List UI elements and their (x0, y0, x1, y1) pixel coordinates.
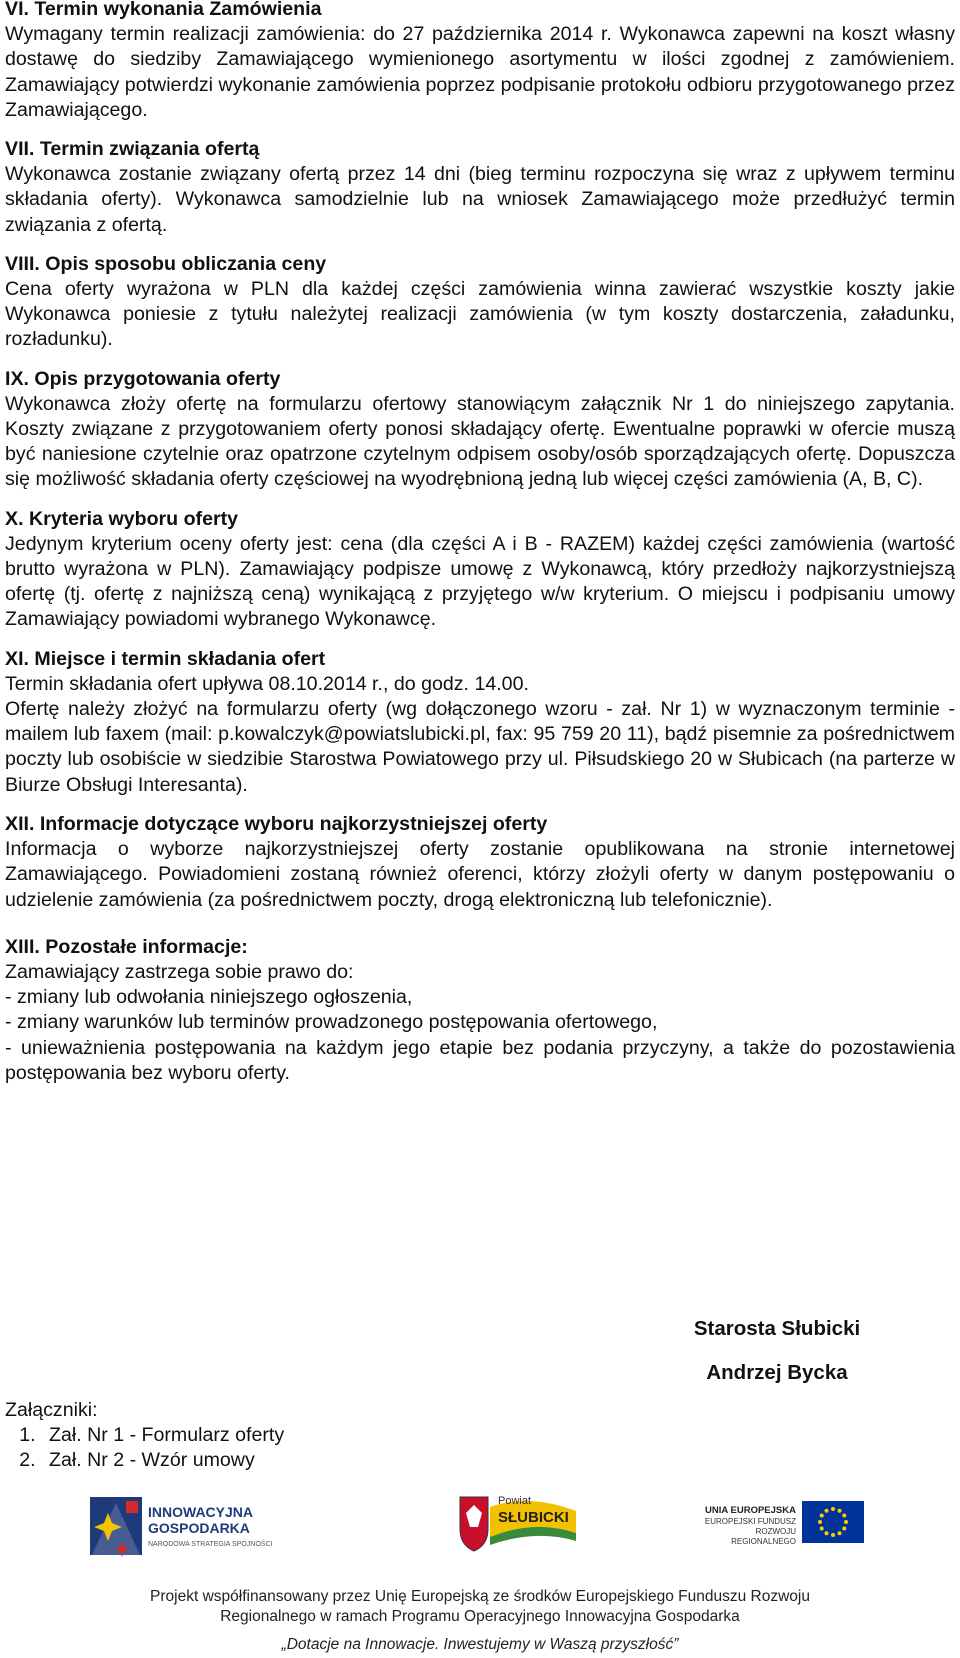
section-heading: VII. Termin związania ofertą (5, 138, 260, 161)
list-item: - zmiany lub odwołania niniejszego ogłoszenia, (5, 986, 413, 1009)
eu-line3: ROZWOJU REGIONALNEGO (731, 1527, 796, 1546)
eu-star-icon (842, 1527, 846, 1531)
intro-line: Zamawiający zastrzega sobie prawo do: (5, 960, 354, 983)
section-xii (5, 812, 955, 913)
section-paragraph: Wymagany termin realizacji zamówienia: do 27 października 2014 r. Wykonawca zapewni na koszt własny dostawę do siedziby Zamawiającego wymienionego asortymentu w ilości zgodnej z zamówieniem. Zamawiający potwierdzi wykonanie zamówienia poprzez podpisanie protokołu odbioru przygotowanego przez Zamawiającego. (5, 23, 955, 121)
eu-star-icon (831, 1507, 835, 1511)
section-heading: XIII. Pozostałe informacje: (5, 935, 248, 958)
signature-name: Andrzej Bycka (706, 1361, 848, 1384)
attachments-label: Załączniki: (5, 1399, 98, 1421)
eu-star-icon (818, 1520, 822, 1524)
section-heading: XI. Miejsce i termin składania ofert (5, 647, 326, 670)
eu-star-icon (831, 1533, 835, 1537)
ig-sub: NARODOWA STRATEGIA SPÓJNOŚCI (148, 1541, 273, 1548)
section-x (5, 507, 955, 633)
section-paragraph: Wykonawca zostanie związany ofertą przez 14 dni (bieg terminu rozpoczyna się wraz z upływem terminu składania oferty). Wykonawca samodzielnie lub na wniosek Zamawiającego może przedłużyć termin związania z ofertą. (5, 163, 955, 236)
footer-line1: Projekt współfinansowany przez Unię Europejską ze środków Europejskiego Funduszu Rozwoju (150, 1588, 810, 1605)
attachment-item: 2. Zał. Nr 2 - Wzór umowy (41, 1448, 284, 1473)
section-heading: VIII. Opis sposobu obliczania ceny (5, 252, 327, 275)
section-paragraph: Jedynym kryterium oceny oferty jest: cena (dla części A i B - RAZEM) każdej części zamówienia (wartość brutto wyrażona w PLN). Zamawiający podpisze umowę z Wykonawcą, który przedłoży najkorzystniejszą ofertę (tj. ofertę z najniższą ceną) wynikającą z przyjętego w/w kryterium. O miejscu i podpisaniu umowy Zamawiający powiadomi wybranego Wykonawcę. (5, 532, 955, 631)
list-item: - zmiany warunków lub terminów prowadzonego postępowania ofertowego, (5, 1011, 658, 1034)
attachments (5, 1398, 284, 1474)
logo-strip (0, 1493, 960, 1565)
section-vii (5, 137, 955, 238)
eu-star-icon (838, 1531, 842, 1535)
section-paragraph: Wykonawca złoży ofertę na formularzu ofertowy stanowiącym załącznik Nr 1 do niniejszego zapytania. Koszty związane z przygotowaniem oferty ponosi składający ofertę. Ewentualne poprawki w ofercie muszą być naniesione czytelnie oraz opatrzone czytelnym odpisem osoby/osób sporządzających ofertę. Dopuszcza się możliwość składania oferty częściowej na wyodrębnioną jedną lub więcej części zamówienia (A, B, C). (5, 392, 955, 491)
eu-star-icon (838, 1509, 842, 1513)
ig-line1: INNOWACYJNA (148, 1504, 254, 1520)
section-paragraph: Cena oferty wyrażona w PLN dla każdej części zamówienia winna zawierać wszystkie koszty jakie Wykonawca poniesie z tytułu należytej realizacji zamówienia (w tym koszty dostarczenia, załadunku, rozładunku). (5, 278, 955, 351)
section-viii (5, 252, 955, 353)
section-xi (5, 647, 955, 798)
powiat-label: Powiat (498, 1495, 532, 1507)
ig-line2: GOSPODARKA (148, 1520, 250, 1536)
footer-line2: Regionalnego w ramach Programu Operacyjnego Innowacyjna Gospodarka (220, 1608, 740, 1625)
eu-star-icon (820, 1527, 824, 1531)
section-heading: IX. Opis przygotowania oferty (5, 367, 281, 390)
list-item: - unieważnienia postępowania na każdym jego etapie bez podania przyczyny, a także do pozostawienia postępowania bez wyboru oferty. (5, 1036, 955, 1084)
eu-star-icon (825, 1509, 829, 1513)
innowacyjna-gospodarka-logo (88, 1493, 288, 1563)
powiat-name: SŁUBICKI (498, 1509, 569, 1526)
footer-slogan: „Dotacje na Innowacje. Inwestujemy w Waszą przyszłość” (281, 1636, 679, 1653)
document-body (5, 0, 955, 1100)
section-paragraph: Ofertę należy złożyć na formularzu oferty (wg dołączonego wzoru - zał. Nr 1) w wyznaczonym terminie - mailem lub faxem (mail: p.kowalczyk@powiatslubicki.pl, fax: 95 759 20 11), bądź pisemnie za pośrednictwem poczty lub osobiście w siedzibie Starostwa Powiatowego przy ul. Piłsudskiego 20 w Słubicach (na parterze w Biurze Obsługi Interesanta). (5, 698, 955, 796)
eu-line2: EUROPEJSKI FUNDUSZ (704, 1517, 796, 1526)
eu-star-icon (825, 1531, 829, 1535)
section-xiii (5, 935, 955, 1086)
section-heading: X. Kryteria wyboru oferty (5, 507, 239, 530)
section-paragraph: Informacja o wyborze najkorzystniejszej oferty zostanie opublikowana na stronie internetowej Zamawiającego. Powiadomieni zostaną również oferenci, którzy złożyli oferty w danym postępowaniu o udzielenie zamówienia (za pośrednictwem poczty, drogą elektroniczną lub telefonicznie). (5, 838, 955, 911)
eu-star-icon (844, 1520, 848, 1524)
section-ix (5, 367, 955, 493)
section-heading: XII. Informacje dotyczące wyboru najkorzystniejszej oferty (5, 812, 548, 835)
deadline-line: Termin składania ofert upływa 08.10.2014 r., do godz. 14.00. (5, 672, 529, 695)
eu-line1: UNIA EUROPEJSKA (705, 1505, 796, 1516)
attachment-item: 1. Zał. Nr 1 - Formularz oferty (41, 1423, 284, 1448)
powiat-slubicki-logo (458, 1493, 578, 1557)
eu-flag-icon (802, 1501, 864, 1543)
eu-logo (696, 1501, 876, 1551)
eu-star-icon (842, 1514, 846, 1518)
eu-star-icon (820, 1514, 824, 1518)
section-vi (5, 0, 955, 123)
section-heading: VI. Termin wykonania Zamówienia (5, 0, 322, 20)
signature-title: Starosta Słubicki (693, 1317, 861, 1340)
attachments-list (5, 1423, 284, 1473)
